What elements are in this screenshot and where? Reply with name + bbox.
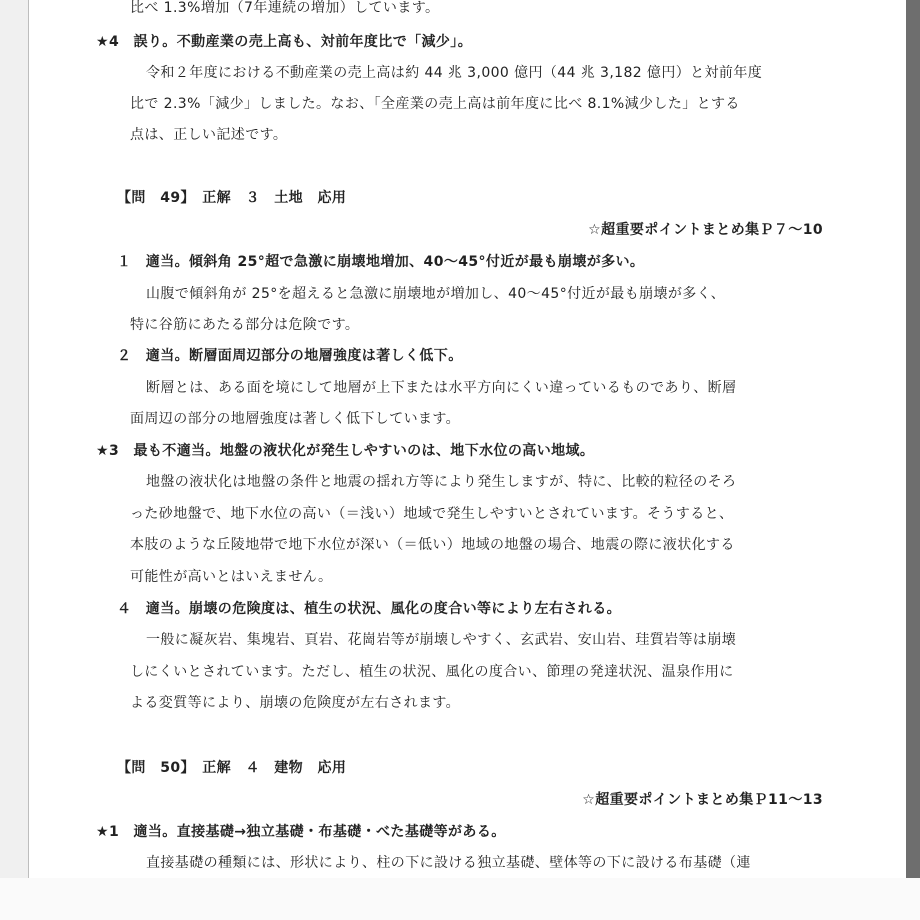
text-line: 面周辺の部分の地層強度は著しく低下しています。 [130, 411, 461, 427]
text-line: 令和２年度における不動産業の売上高は約 44 兆 3,000 億円（44 兆 3,182 億円）と対前年度 [146, 65, 763, 81]
text-line: 特に谷筋にあたる部分は危険です。 [130, 317, 360, 333]
viewer-background [0, 878, 920, 920]
document-page [28, 0, 907, 878]
text-line: 比べ 1.3%増加（7年連続の増加）しています。 [130, 0, 440, 16]
text-line: 本肢のような丘陵地帯で地下水位が深い（＝低い）地域の地盤の場合、地震の際に液状化する [130, 537, 735, 553]
text-line: よる変質等により、崩壊の危険度が左右されます。 [130, 695, 461, 711]
answer-heading: ２ 適当。断層面周辺部分の地層強度は著しく低下。 [117, 348, 463, 364]
text-line: 直接基礎の種類には、形状により、柱の下に設ける独立基礎、壁体等の下に設ける布基礎（連 [146, 855, 751, 871]
text-line: った砂地盤で、地下水位の高い（＝浅い）地域で発生しやすいとされています。そうすると、 [130, 506, 734, 522]
answer-heading: ４ 適当。崩壊の危険度は、植生の状況、風化の度合い等により左右される。 [117, 601, 621, 617]
text-line: 断層とは、ある面を境にして地層が上下または水平方向にくい違っているものであり、断層 [146, 380, 737, 396]
text-line: 山腹で傾斜角が 25°を超えると急激に崩壊地が増加し、40～45°付近が最も崩壊が多く、 [146, 286, 726, 302]
answer-heading: ★1 適当。直接基礎→独立基礎・布基礎・べた基礎等がある。 [96, 824, 506, 840]
page-edge-shadow [906, 0, 920, 878]
question-header: 【問 50】 正解 ４ 建物 応用 [117, 760, 347, 776]
text-line: 比で 2.3%「減少」しました。なお、「全産業の売上高は前年度に比べ 8.1%減少した」とする [130, 96, 740, 112]
text-line: 点は、正しい記述です。 [130, 127, 288, 143]
question-header: 【問 49】 正解 ３ 土地 応用 [117, 190, 347, 206]
text-line: 地盤の液状化は地盤の条件と地震の揺れ方等により発生しますが、特に、比較的粒径のそろ [146, 474, 737, 490]
text-line: しにくいとされています。ただし、植生の状況、風化の度合い、節理の発達状況、温泉作用に [130, 664, 734, 680]
answer-heading: ★4 誤り。不動産業の売上高も、対前年度比で「減少」。 [96, 34, 473, 50]
text-line: 一般に凝灰岩、集塊岩、頁岩、花崗岩等が崩壊しやすく、玄武岩、安山岩、珪質岩等は崩壊 [146, 632, 737, 648]
reference-note: ☆超重要ポイントまとめ集Ｐ11～13 [582, 792, 823, 808]
answer-heading: ★3 最も不適当。地盤の液状化が発生しやすいのは、地下水位の高い地域。 [96, 443, 595, 459]
reference-note: ☆超重要ポイントまとめ集Ｐ７～10 [588, 222, 823, 238]
text-line: 可能性が高いとはいえません。 [130, 569, 333, 585]
answer-heading: １ 適当。傾斜角 25°超で急激に崩壊地増加、40～45°付近が最も崩壊が多い。 [117, 254, 645, 270]
